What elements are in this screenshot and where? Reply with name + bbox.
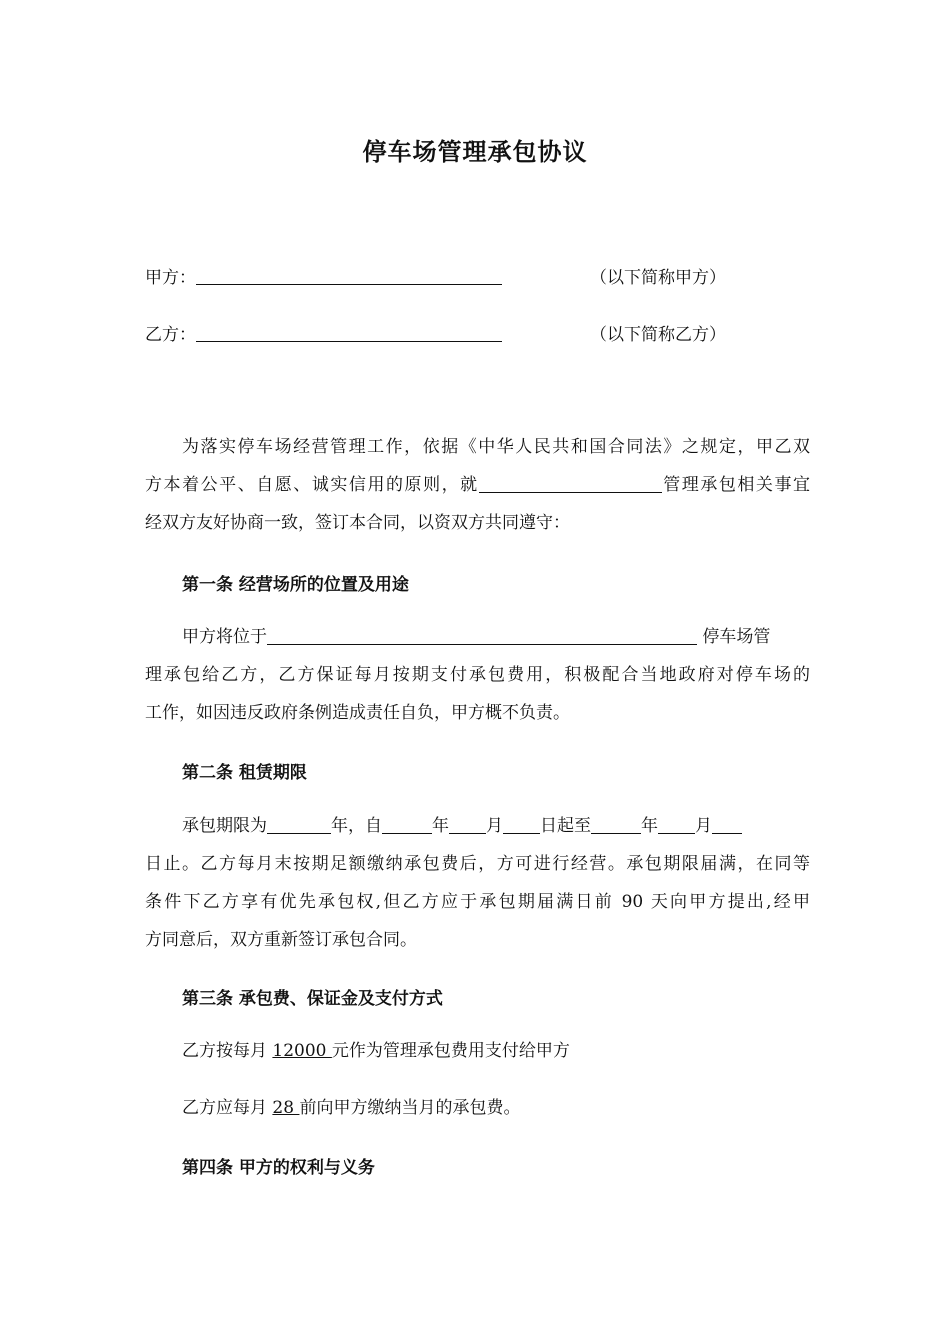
intro-line bbox=[145, 466, 810, 504]
article-1-line: 理承包给乙方，乙方保证每月按期支付承包费用，积极配合当地政府对停车场的 bbox=[145, 665, 810, 685]
article-3-line bbox=[145, 1032, 810, 1070]
article-1-line: 工作，如因违反政府条例造成责任自负，甲方概不负责。 bbox=[145, 703, 570, 723]
article-1-text: 停车场管 bbox=[697, 627, 771, 647]
intro-line: 经双方友好协商一致，签订本合同，以资双方共同遵守： bbox=[145, 513, 570, 533]
intro-paragraph bbox=[145, 428, 810, 542]
article-4-heading: 第四条 甲方的权利与义务 bbox=[182, 1158, 375, 1178]
article-2-heading: 第二条 租赁期限 bbox=[182, 763, 307, 783]
party-b-label: 乙方： bbox=[145, 325, 196, 345]
term-years-blank bbox=[267, 815, 331, 834]
location-blank bbox=[267, 626, 697, 645]
article-2-text: 日起至 bbox=[540, 816, 591, 836]
start-month-blank bbox=[449, 815, 486, 834]
due-text: 乙方应每月 bbox=[182, 1098, 273, 1118]
party-a-blank bbox=[196, 266, 502, 285]
article-2-text: 月 bbox=[486, 816, 503, 836]
article-2-text: 年，自 bbox=[331, 816, 382, 836]
article-2-line: 条件下乙方享有优先承包权,但乙方应于承包期届满日前 90 天向甲方提出,经甲 bbox=[145, 892, 810, 912]
party-b-line bbox=[145, 323, 726, 347]
article-2-line bbox=[145, 807, 810, 845]
article-3-due bbox=[145, 1089, 810, 1127]
end-day-blank bbox=[712, 815, 742, 834]
article-2-line: 方同意后，双方重新签订承包合同。 bbox=[145, 930, 417, 950]
project-blank bbox=[479, 474, 662, 493]
article-1-body bbox=[145, 618, 810, 732]
article-2-text: 承包期限为 bbox=[182, 816, 267, 836]
article-3-heading: 第三条 承包费、保证金及支付方式 bbox=[182, 989, 443, 1009]
article-1-heading: 第一条 经营场所的位置及用途 bbox=[182, 575, 409, 595]
document-title: 停车场管理承包协议 bbox=[362, 137, 588, 166]
fee-text: 元作为管理承包费用支付给甲方 bbox=[331, 1041, 570, 1061]
intro-text: 管理承包相关事宜 bbox=[661, 475, 811, 495]
fee-text: 乙方按每月 bbox=[182, 1041, 273, 1061]
party-b-blank bbox=[196, 323, 502, 342]
article-1-text: 甲方将位于 bbox=[182, 627, 267, 647]
due-day-value: 28 bbox=[272, 1098, 300, 1118]
intro-line: 为落实停车场经营管理工作，依据《中华人民共和国合同法》之规定，甲乙双 bbox=[182, 437, 810, 457]
party-a-label: 甲方： bbox=[145, 268, 196, 288]
article-2-body bbox=[145, 807, 810, 959]
party-a-line bbox=[145, 266, 726, 290]
article-3-line bbox=[145, 1089, 810, 1127]
start-day-blank bbox=[503, 815, 540, 834]
due-text: 前向甲方缴纳当月的承包费。 bbox=[299, 1098, 521, 1118]
end-year-blank bbox=[591, 815, 641, 834]
start-year-blank bbox=[382, 815, 432, 834]
article-1-line bbox=[145, 618, 810, 656]
end-month-blank bbox=[658, 815, 695, 834]
article-2-text: 年 bbox=[432, 816, 449, 836]
article-3-fee bbox=[145, 1032, 810, 1070]
article-2-text: 年 bbox=[641, 816, 658, 836]
article-2-line: 日止。乙方每月末按期足额缴纳承包费后，方可进行经营。承包期限届满，在同等 bbox=[145, 854, 810, 874]
monthly-fee-value: 12000 bbox=[272, 1041, 332, 1061]
article-2-text: 月 bbox=[695, 816, 712, 836]
party-b-note: （以下简称乙方） bbox=[590, 325, 726, 345]
party-a-note: （以下简称甲方） bbox=[590, 268, 726, 288]
intro-text: 方本着公平、自愿、诚实信用的原则，就 bbox=[145, 475, 479, 495]
